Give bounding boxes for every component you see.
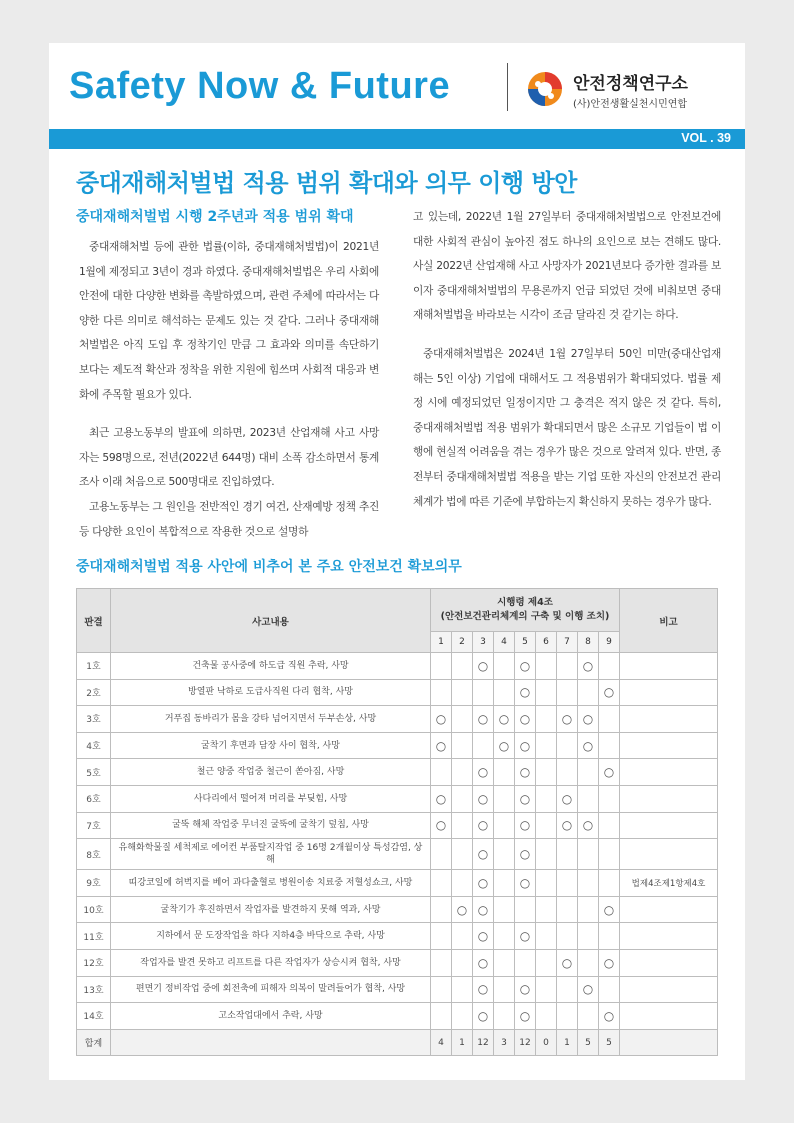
compliance-mark-cell: ○ <box>515 870 536 897</box>
table-row <box>77 870 718 897</box>
compliance-mark-cell <box>578 1003 599 1030</box>
table-row <box>77 1003 718 1030</box>
note-cell <box>620 759 718 786</box>
compliance-mark-cell <box>452 839 473 870</box>
compliance-mark-cell: ○ <box>515 759 536 786</box>
header-item-2: 2 <box>452 632 473 653</box>
compliance-mark-cell <box>452 923 473 950</box>
compliance-mark-cell: ○ <box>494 706 515 733</box>
compliance-mark-cell <box>431 653 452 680</box>
compliance-mark-cell: ○ <box>431 732 452 759</box>
compliance-mark-cell <box>473 732 494 759</box>
compliance-mark-cell <box>599 839 620 870</box>
compliance-mark-cell <box>431 1003 452 1030</box>
compliance-mark-cell <box>599 785 620 812</box>
table-row <box>77 896 718 923</box>
compliance-mark-cell: ○ <box>515 679 536 706</box>
compliance-mark-cell <box>557 653 578 680</box>
accident-description: 방열판 낙하로 도급사직원 다리 협착, 사망 <box>111 679 431 706</box>
compliance-mark-cell <box>557 870 578 897</box>
header-band <box>49 129 745 149</box>
compliance-mark-cell: ○ <box>557 949 578 976</box>
total-count: 5 <box>578 1029 599 1056</box>
header-item-9: 9 <box>599 632 620 653</box>
note-cell <box>620 812 718 839</box>
total-count: 1 <box>452 1029 473 1056</box>
header-item-8: 8 <box>578 632 599 653</box>
compliance-mark-cell <box>452 759 473 786</box>
case-number: 7호 <box>77 812 111 839</box>
accident-description: 작업자를 발견 못하고 리프트를 다른 작업자가 상승시켜 협착, 사망 <box>111 949 431 976</box>
table-row <box>77 732 718 759</box>
compliance-mark-cell: ○ <box>515 1003 536 1030</box>
compliance-mark-cell <box>557 1003 578 1030</box>
compliance-mark-cell <box>452 870 473 897</box>
paragraph: 최근 고용노동부의 발표에 의하면, 2023년 산업재해 사고 사망자는 598명으로, 전년(2022년 644명) 대비 소폭 감소하면서 통계 조사 이래 처음으로 500명대로 진입하였다. <box>79 426 379 489</box>
note-cell <box>620 839 718 870</box>
compliance-mark-cell: ○ <box>578 812 599 839</box>
compliance-mark-cell <box>536 759 557 786</box>
compliance-mark-cell: ○ <box>515 785 536 812</box>
case-number: 11호 <box>77 923 111 950</box>
accident-description: 굴뚝 해체 작업중 무너진 굴뚝에 굴착기 덮침, 사망 <box>111 812 431 839</box>
accident-description: 유해화학물질 세척제로 에어컨 부품탈지작업 중 16명 2개월이상 특성감염, 상해 <box>111 839 431 870</box>
compliance-mark-cell <box>536 1003 557 1030</box>
table-row <box>77 949 718 976</box>
compliance-mark-cell <box>452 679 473 706</box>
compliance-mark-cell <box>557 839 578 870</box>
masthead-divider <box>507 63 508 111</box>
totals-row <box>77 1029 718 1056</box>
paragraph: 중대재해처벌 등에 관한 법률(이하, 중대재해처벌법)이 2021년 1월에 제정되고 3년이 경과 하였다. 중대재해처벌법은 우리 사회에 안전에 대한 다양한 변화를 촉발하였으며, 관련 주체에 따라서는 다양한 다른 의미로 해석하는 문제도 있는 것 같다. 그러나 중대재해처벌법은 아직 도입 후 정착기인 만큼 그 효과와 의미를 속단하기 보다는 제도적 확산과 정착을 위한 지원에 힘쓰며 사회적 대응과 변화에 주목할 필요가 있다. <box>79 240 379 401</box>
compliance-mark-cell: ○ <box>473 870 494 897</box>
compliance-mark-cell <box>536 679 557 706</box>
compliance-mark-cell <box>494 870 515 897</box>
compliance-mark-cell <box>536 785 557 812</box>
compliance-mark-cell <box>431 923 452 950</box>
compliance-mark-cell: ○ <box>431 785 452 812</box>
compliance-mark-cell <box>494 923 515 950</box>
compliance-mark-cell <box>536 706 557 733</box>
case-number: 5호 <box>77 759 111 786</box>
compliance-mark-cell <box>599 870 620 897</box>
compliance-mark-cell: ○ <box>473 812 494 839</box>
case-number: 1호 <box>77 653 111 680</box>
note-cell <box>620 732 718 759</box>
header-item-7: 7 <box>557 632 578 653</box>
compliance-mark-cell <box>452 732 473 759</box>
accident-description: 띠강코일에 허벅지를 베어 과다출혈로 병원이송 치료중 저혈성쇼크, 사망 <box>111 870 431 897</box>
compliance-mark-cell: ○ <box>473 839 494 870</box>
paragraph: 고용노동부는 그 원인을 전반적인 경기 여건, 산재예방 정책 추진 등 다양한 요인이 복합적으로 작용한 것으로 설명하 <box>79 499 379 538</box>
compliance-mark-cell <box>599 732 620 759</box>
compliance-mark-cell <box>557 759 578 786</box>
compliance-mark-cell <box>578 759 599 786</box>
compliance-mark-cell: ○ <box>473 896 494 923</box>
compliance-mark-cell <box>494 759 515 786</box>
compliance-mark-cell <box>452 812 473 839</box>
table-row <box>77 839 718 870</box>
compliance-mark-cell <box>599 812 620 839</box>
case-number: 9호 <box>77 870 111 897</box>
compliance-mark-cell <box>452 1003 473 1030</box>
paragraph: 중대재해처벌법은 2024년 1월 27일부터 50인 미만(중대산업재해는 5인 이상) 기업에 대해서도 그 적용범위가 확대되었다. 법률 제정 시에 예정되었던 일정이지만 그 충격은 적지 않은 것 같다. 특히, 중대재해처벌법 적용 범위가 확대되면서 많은 소규모 기업들이 법 이행에 현실적 어려움을 겪는 경우가 많은 것으로 알려져 있다. 반면, 종전부터 중대재해처벌법 적용을 받는 기업 또한 자신의 안전보건 관리체계가 법에 따른 기준에 부합하는지 확신하지 못하는 경우가 많다. <box>413 346 721 508</box>
compliance-mark-cell <box>599 976 620 1003</box>
compliance-mark-cell <box>578 923 599 950</box>
compliance-mark-cell <box>473 679 494 706</box>
article-headline: 중대재해처벌법 적용 범위 확대와 의무 이행 방안 <box>76 169 577 197</box>
case-number: 8호 <box>77 839 111 870</box>
compliance-mark-cell: ○ <box>431 706 452 733</box>
compliance-mark-cell: ○ <box>599 896 620 923</box>
compliance-mark-cell <box>452 706 473 733</box>
compliance-mark-cell <box>536 896 557 923</box>
compliance-mark-cell: ○ <box>515 976 536 1003</box>
accident-description: 사다리에서 떨어져 머리를 부딪힘, 사망 <box>111 785 431 812</box>
article-subhead: 중대재해처벌법 시행 2주년과 적용 범위 확대 <box>76 209 354 225</box>
newsletter-page <box>49 43 745 1080</box>
compliance-mark-cell: ○ <box>473 706 494 733</box>
compliance-mark-cell: ○ <box>599 949 620 976</box>
total-count: 12 <box>515 1029 536 1056</box>
header-item-5: 5 <box>515 632 536 653</box>
table-row <box>77 653 718 680</box>
org-subtitle: (사)안전생활실천시민연합 <box>573 99 688 110</box>
compliance-mark-cell <box>557 923 578 950</box>
compliance-mark-cell <box>599 706 620 733</box>
header-content: 사고내용 <box>111 589 431 653</box>
compliance-mark-cell: ○ <box>599 1003 620 1030</box>
article-column-left <box>79 235 379 544</box>
compliance-mark-cell <box>536 870 557 897</box>
accident-description: 지하에서 문 도장작업을 하다 지하4층 바닥으로 추락, 사망 <box>111 923 431 950</box>
totals-note <box>620 1029 718 1056</box>
note-cell <box>620 679 718 706</box>
compliance-mark-cell <box>431 976 452 1003</box>
compliance-mark-cell: ○ <box>557 706 578 733</box>
compliance-mark-cell <box>431 949 452 976</box>
table-row <box>77 785 718 812</box>
compliance-mark-cell <box>452 785 473 812</box>
paragraph: 고 있는데, 2022년 1월 27일부터 중대재해처벌법으로 안전보건에 대한 사회적 관심이 높아진 점도 하나의 요인으로 보는 견해도 많다. 사실 2022년 산업재해 사고 사망자가 2021년보다 증가한 결과를 보이자 중대재해처벌법의 무용론까지 언급 되었던 것에 비춰보면 중대재해처벌법을 바라보는 시각이 조금 달라진 것 같기는 하다. <box>413 210 721 322</box>
compliance-mark-cell <box>494 976 515 1003</box>
org-logo-icon <box>527 71 563 107</box>
note-cell: 법제4조제1항제4호 <box>620 870 718 897</box>
total-count: 5 <box>599 1029 620 1056</box>
compliance-mark-cell <box>494 679 515 706</box>
compliance-mark-cell <box>557 679 578 706</box>
note-cell <box>620 706 718 733</box>
header-item-4: 4 <box>494 632 515 653</box>
volume-number: VOL . 39 <box>681 131 731 145</box>
compliance-mark-cell <box>515 949 536 976</box>
compliance-mark-cell <box>431 896 452 923</box>
note-cell <box>620 896 718 923</box>
compliance-mark-cell: ○ <box>494 732 515 759</box>
total-count: 0 <box>536 1029 557 1056</box>
note-cell <box>620 949 718 976</box>
article-column-right <box>413 205 721 514</box>
compliance-mark-cell <box>557 732 578 759</box>
compliance-mark-cell <box>431 759 452 786</box>
obligations-table <box>76 588 718 1056</box>
compliance-mark-cell <box>557 896 578 923</box>
compliance-mark-cell <box>494 1003 515 1030</box>
compliance-mark-cell <box>536 839 557 870</box>
note-cell <box>620 976 718 1003</box>
compliance-mark-cell: ○ <box>473 1003 494 1030</box>
note-cell <box>620 785 718 812</box>
note-cell <box>620 923 718 950</box>
compliance-mark-cell <box>578 679 599 706</box>
header-note: 비고 <box>620 589 718 653</box>
compliance-mark-cell <box>578 839 599 870</box>
table-row <box>77 976 718 1003</box>
accident-description: 편면기 정비작업 중에 회전축에 피해자 의복이 말려들어가 협착, 사망 <box>111 976 431 1003</box>
compliance-mark-cell <box>452 653 473 680</box>
compliance-mark-cell: ○ <box>515 653 536 680</box>
total-count: 3 <box>494 1029 515 1056</box>
total-count: 4 <box>431 1029 452 1056</box>
table-row <box>77 759 718 786</box>
compliance-mark-cell <box>431 870 452 897</box>
compliance-mark-cell: ○ <box>515 706 536 733</box>
compliance-mark-cell <box>494 839 515 870</box>
compliance-mark-cell <box>536 812 557 839</box>
case-number: 4호 <box>77 732 111 759</box>
table-row <box>77 923 718 950</box>
compliance-mark-cell <box>578 785 599 812</box>
compliance-mark-cell <box>431 839 452 870</box>
totals-label: 합계 <box>77 1029 111 1056</box>
compliance-mark-cell <box>536 949 557 976</box>
table-row <box>77 812 718 839</box>
compliance-mark-cell <box>494 812 515 839</box>
compliance-mark-cell <box>578 949 599 976</box>
header-item-6: 6 <box>536 632 557 653</box>
case-number: 3호 <box>77 706 111 733</box>
compliance-mark-cell <box>452 976 473 1003</box>
compliance-mark-cell: ○ <box>578 653 599 680</box>
compliance-mark-cell: ○ <box>473 785 494 812</box>
header-item-1: 1 <box>431 632 452 653</box>
accident-description: 거푸집 동바리가 몸을 강타 넘어지면서 두부손상, 사망 <box>111 706 431 733</box>
compliance-mark-cell: ○ <box>515 839 536 870</box>
compliance-mark-cell <box>431 679 452 706</box>
note-cell <box>620 653 718 680</box>
accident-description: 굴착기 후면과 담장 사이 협착, 사망 <box>111 732 431 759</box>
compliance-mark-cell: ○ <box>599 759 620 786</box>
compliance-mark-cell: ○ <box>557 785 578 812</box>
header-decree-group: 시행령 제4조 (안전보건관리체계의 구축 및 이행 조치) <box>431 589 620 632</box>
compliance-mark-cell <box>578 870 599 897</box>
case-number: 10호 <box>77 896 111 923</box>
masthead-title: Safety Now & Future <box>69 65 451 107</box>
compliance-mark-cell <box>536 732 557 759</box>
compliance-mark-cell: ○ <box>473 653 494 680</box>
compliance-mark-cell <box>536 976 557 1003</box>
compliance-mark-cell: ○ <box>578 706 599 733</box>
compliance-mark-cell <box>536 653 557 680</box>
header-item-3: 3 <box>473 632 494 653</box>
compliance-mark-cell: ○ <box>557 812 578 839</box>
table-row <box>77 706 718 733</box>
compliance-mark-cell <box>494 653 515 680</box>
compliance-mark-cell <box>494 785 515 812</box>
header-case: 판결 <box>77 589 111 653</box>
compliance-mark-cell <box>599 653 620 680</box>
compliance-mark-cell: ○ <box>473 976 494 1003</box>
compliance-mark-cell <box>494 949 515 976</box>
compliance-mark-cell: ○ <box>473 923 494 950</box>
accident-description: 고소작업대에서 추락, 사망 <box>111 1003 431 1030</box>
compliance-mark-cell <box>536 923 557 950</box>
compliance-mark-cell <box>599 923 620 950</box>
table-section-title: 중대재해처벌법 적용 사안에 비추어 본 주요 안전보건 확보의무 <box>76 559 462 575</box>
compliance-mark-cell: ○ <box>515 812 536 839</box>
compliance-mark-cell: ○ <box>452 896 473 923</box>
note-cell <box>620 1003 718 1030</box>
table-row <box>77 679 718 706</box>
total-count: 1 <box>557 1029 578 1056</box>
compliance-mark-cell <box>452 949 473 976</box>
compliance-mark-cell: ○ <box>515 923 536 950</box>
compliance-mark-cell: ○ <box>578 732 599 759</box>
org-name: 안전정책연구소 <box>573 74 688 94</box>
compliance-mark-cell <box>557 976 578 1003</box>
accident-description: 철근 양중 작업중 철근이 쏟아짐, 사망 <box>111 759 431 786</box>
totals-empty <box>111 1029 431 1056</box>
table-body <box>77 653 718 1056</box>
case-number: 2호 <box>77 679 111 706</box>
case-number: 14호 <box>77 1003 111 1030</box>
compliance-mark-cell: ○ <box>431 812 452 839</box>
compliance-mark-cell <box>578 896 599 923</box>
compliance-mark-cell: ○ <box>473 759 494 786</box>
compliance-mark-cell <box>515 896 536 923</box>
compliance-mark-cell: ○ <box>473 949 494 976</box>
accident-description: 건축물 공사중에 하도급 직원 추락, 사망 <box>111 653 431 680</box>
compliance-mark-cell: ○ <box>578 976 599 1003</box>
compliance-mark-cell: ○ <box>515 732 536 759</box>
compliance-mark-cell: ○ <box>599 679 620 706</box>
total-count: 12 <box>473 1029 494 1056</box>
case-number: 13호 <box>77 976 111 1003</box>
case-number: 12호 <box>77 949 111 976</box>
compliance-mark-cell <box>494 896 515 923</box>
case-number: 6호 <box>77 785 111 812</box>
accident-description: 굴착기가 후진하면서 작업자를 발견하지 못해 역과, 사망 <box>111 896 431 923</box>
